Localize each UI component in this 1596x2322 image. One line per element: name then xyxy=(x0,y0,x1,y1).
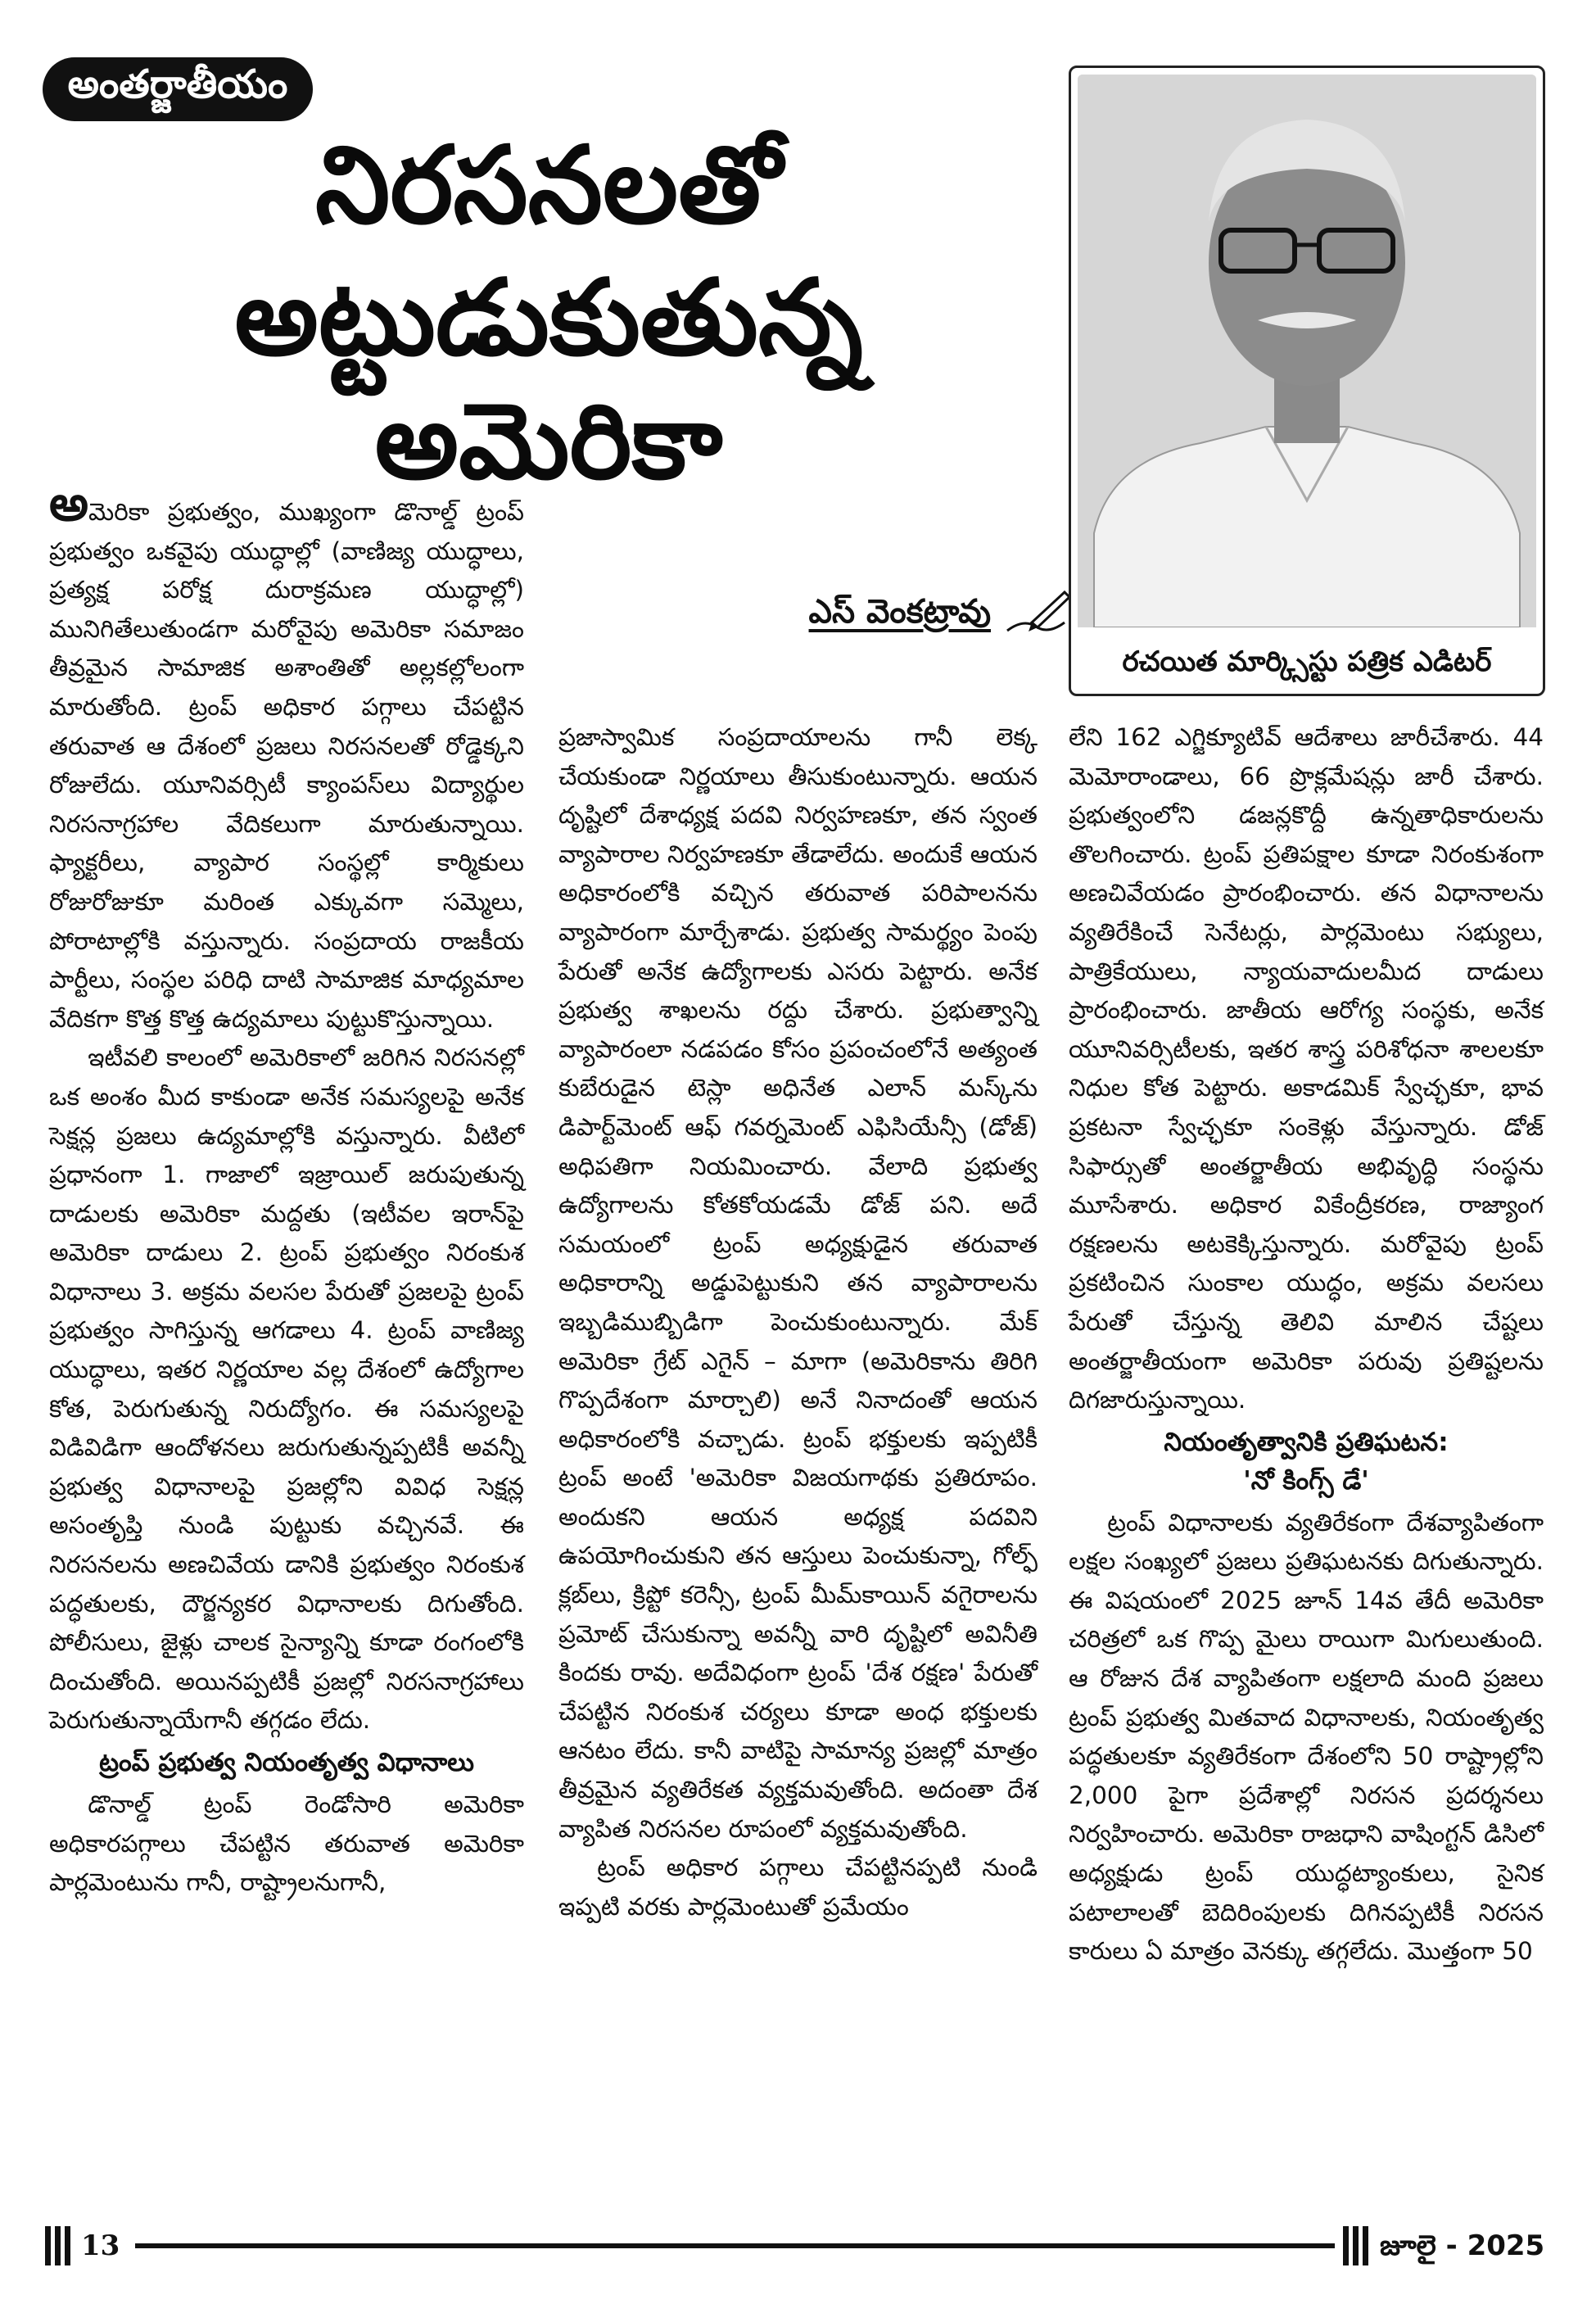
author-photo-box xyxy=(1069,66,1545,696)
headline-line-2: అట్టుడుకుతున్న అమెరికా xyxy=(234,257,863,504)
author-photo xyxy=(1078,75,1536,627)
subheading: ట్రంప్ ప్రభుత్వ నియంతృత్వ విధానాలు xyxy=(99,1748,474,1777)
paragraph: ట్రంప్ విధానాలకు వ్యతిరేకంగా దేశవ్యాపితంగా లక్షల సంఖ్యలో ప్రజలు ప్రతిఘటనకు దిగుతున్నారు. ఈ విషయంలో 2025 జూన్ 14వ తేదీ అమెరికా చరిత్రలో ఒక గొప్ప మైలు రాయిగా మిగులుతుంది. ఆ రోజున దేశ వ్యాపితంగా లక్షలాది మంది ప్రజలు ట్రంప్ ప్రభుత్వ మితవాద విధానాలకు, నియంతృత్వ పద్ధతులకూ వ్యతిరేకంగా దేశంలోని 50 రాష్ట్రాల్లోని 2,000 పైగా ప్రదేశాల్లో నిరసన ప్రదర్శనలు నిర్వహించారు. అమెరికా రాజధాని వాషింగ్టన్ డిసిలో అధ్యక్షుడు ట్రంప్ యుద్ధట్యాంకులు, సైనిక పటాలాలతో బెదిరింపులకు దిగినప్పటికీ నిరసన కారులు ఏ మాత్రం వెనక్కు తగ్గలేదు. మొత్తంగా 50 xyxy=(1069,1508,1544,1966)
paragraph: లేని 162 ఎగ్జిక్యూటివ్ ఆదేశాలు జారీచేశారు. 44 మెమోరాండాలు, 66 ప్రొక్లమేషన్లు జారీ చేశారు. ప్రభుత్వంలోని డజన్లకొద్దీ ఉన్నతాధికారులను తొలగించారు. ట్రంప్ ప్రతిపక్షాల కూడా నిరంకుశంగా అణచివేయడం ప్రారంభించారు. తన విధానాలను వ్యతిరేకించే సెనేటర్లు, పార్లమెంటు సభ్యులు, పాత్రికేయులు, న్యాయవాదులమీద దాడులు ప్రారంభించారు. జాతీయ ఆరోగ్య సంస్థకు, అనేక యూనివర్సిటీలకు, ఇతర శాస్త్ర పరిశోధనా శాలలకూ నిధుల కోత పెట్టారు. అకాడమిక్ స్వేచ్ఛకూ, భావ ప్రకటనా స్వేచ్ఛకూ సంకెళ్లు వేస్తున్నారు. డోజ్ సిఫార్సుతో అంతర్జాతీయ అభివృద్ధి సంస్థను మూసేశారు. అధికార వికేంద్రీకరణ, రాజ్యాంగ రక్షణలను అటకెక్కిస్తున్నారు. మరోవైపు ట్రంప్ ప్రకటించిన సుంకాల యుద్ధం, అక్రమ వలసలు పేరుతో చేస్తున్న తెలివి మాలిన చేష్టలు అంతర్జాతీయంగా అమెరికా పరువు ప్రతిష్టలను దిగజారుస్తున్నాయి. xyxy=(1069,723,1544,1414)
page-footer xyxy=(45,2221,1552,2270)
drop-cap: అ xyxy=(49,475,88,532)
paragraph: ఇటీవలి కాలంలో అమెరికాలో జరిగిన నిరసనల్లో ఒక అంశం మీద కాకుండా అనేక సమస్యలపై అనేక సెక్షన్ల ప్రజలు ఉద్యమాల్లోకి వస్తున్నారు. వీటిలో ప్రధానంగా 1. గాజాలో ఇజ్రాయిల్ జరుపుతున్న దాడులకు అమెరికా మద్దతు (ఇటీవల ఇరాన్‌పై అమెరికా దాడులు 2. ట్రంప్ ప్రభుత్వం నిరంకుశ విధానాలు 3. అక్రమ వలసల పేరుతో ప్రజలపై ట్రంప్ ప్రభుత్వం సాగిస్తున్న ఆగడాలు 4. ట్రంప్ వాణిజ్య యుద్ధాలు, ఇతర నిర్ణయాల వల్ల దేశంలో ఉద్యోగాల కోత, పెరుగుతున్న నిరుద్యోగం. ఈ సమస్యలపై విడివిడిగా ఆందోళనలు జరుగుతున్నప్పటికీ అవన్నీ ప్రభుత్వ విధానాలపై ప్రజల్లోని వివిధ సెక్షన్ల అసంతృప్తి నుండి పుట్టుకు వచ్చినవే. ఈ నిరసనలను అణచివేయ డానికి ప్రభుత్వం నిరంకుశ పద్ధతులకు, దౌర్జన్యకర విధానాలకు దిగుతోంది. పోలీసులు, జైళ్లు చాలక సైన్యాన్ని కూడా రంగంలోకి దించుతోంది. అయినప్పటికీ ప్రజల్లో నిరసనాగ్రహాలు పెరుగుతున్నాయేగానీ తగ్గడం లేదు. xyxy=(49,1043,524,1735)
paragraph: ప్రజాస్వామిక సంప్రదాయాలను గానీ లెక్క చేయకుండా నిర్ణయాలు తీసుకుంటున్నారు. ఆయన దృష్టిలో దేశాధ్యక్ష పదవి నిర్వహణకూ, తన స్వంత వ్యాపారాల నిర్వహణకూ తేడాలేదు. అందుకే ఆయన అధికారంలోకి వచ్చిన తరువాత పరిపాలనను వ్యాపారంగా మార్చేశాడు. ప్రభుత్వ సామర్థ్యం పెంపు పేరుతో అనేక ఉద్యోగాలకు ఎసరు పెట్టారు. అనేక ప్రభుత్వ శాఖలను రద్దు చేశారు. ప్రభుత్వాన్ని వ్యాపారంలా నడపడం కోసం ప్రపంచంలోనే అత్యంత కుబేరుడైన టెస్లా అధినేత ఎలాన్ మస్క్‌ను డిపార్ట్‌మెంట్ ఆఫ్ గవర్నమెంట్ ఎఫిసియేన్సీ (డోజ్) అధిపతిగా నియమించారు. వేలాది ప్రభుత్వ ఉద్యోగాలను కోతకోయడమే డోజ్ పని. అదే సమయంలో ట్రంప్ అధ్యక్షుడైన తరువాత అధికారాన్ని అడ్డుపెట్టుకుని తన వ్యాపారాలను ఇబ్బడిముబ్బిడిగా పెంచుకుంటున్నారు. మేక్ అమెరికా గ్రేట్ ఎగైన్ – మాగా (అమెరికాను తిరిగి గొప్పదేశంగా మార్చాలి) అనే నినాదంతో ఆయన అధికారంలోకి వచ్చాడు. ట్రంప్ భక్తులకు ఇప్పటికీ ట్రంప్ అంటే 'అమెరికా విజయగాథకు ప్రతిరూపం. అందుకని ఆయన అధ్యక్ష పదవిని ఉపయోగించుకుని తన ఆస్తులు పెంచుకున్నా, గోల్ఫ్ క్లబ్‌లు, క్రిప్టో కరెన్సీ, ట్రంప్ మీమ్‌కాయిన్ వగైరాలను ప్రమోట్ చేసుకున్నా అవన్నీ వారి దృష్టిలో అవినీతి కిందకు రావు. అదేవిధంగా ట్రంప్ 'దేశ రక్షణ' పేరుతో చేపట్టిన నిరంకుశ చర్యలు కూడా అంధ భక్తులకు ఆనటం లేదు. కానీ వాటిపై సామాన్య ప్రజల్లో మాత్రం తీవ్రమైన వ్యతిరేకత వ్యక్తమవుతోంది. అదంతా దేశ వ్యాపిత నిరసనల రూపంలో వ్యక్తమవుతోంది. xyxy=(558,723,1038,1843)
page-number: 13 xyxy=(81,2229,120,2262)
pen-writing-icon xyxy=(999,586,1073,646)
footer-bars-icon xyxy=(1343,2226,1369,2265)
column-2 xyxy=(558,718,1038,1926)
column-1 xyxy=(49,475,524,1903)
byline xyxy=(712,583,1073,649)
issue-date: జూలై - 2025 xyxy=(1380,2229,1545,2262)
headline-line-1: నిరసనలతో xyxy=(315,123,782,247)
subheading: నియంతృత్వానికి ప్రతిఘటన: 'నో కింగ్స్ డే' xyxy=(1164,1427,1449,1496)
headline xyxy=(49,123,1048,504)
paragraph: అమెరికా ప్రభుత్వం, ముఖ్యంగా డొనాల్డ్ ట్రంప్ ప్రభుత్వం ఒకవైపు యుద్ధాల్లో (వాణిజ్య యుద్ధాలు, ప్రత్యక్ష పరోక్ష దురాక్రమణ యుద్ధాల్లో) మునిగితేలుతుండగా మరోవైపు అమెరికా సమాజం తీవ్రమైన సామాజిక అశాంతితో అల్లకల్లోలంగా మారుతోంది. ట్రంప్ అధికార పగ్గాలు చేపట్టిన తరువాత ఆ దేశంలో ప్రజలు నిరసనలతో రోడ్డెక్కని రోజులేదు. యూనివర్సిటీ క్యాంపస్‌లు విద్యార్థుల నిరసనాగ్రహాల వేదికలుగా మారుతున్నాయి. ఫ్యాక్టరీలు, వ్యాపార సంస్థల్లో కార్మికులు రోజురోజుకూ మరింత ఎక్కువగా సమ్మెలు, పోరాటాల్లోకి వస్తున్నారు. సంప్రదాయ రాజకీయ పార్టీలు, సంస్థల పరిధి దాటి సామాజిక మాధ్యమాల వేదికగా కొత్త కొత్త ఉద్యమాలు పుట్టుకొస్తున్నాయి. xyxy=(49,475,524,1033)
paragraph: ట్రంప్ అధికార పగ్గాలు చేపట్టినప్పటి నుండి ఇప్పటి వరకు పార్లమెంటుతో ప్రమేయం xyxy=(558,1854,1038,1921)
paragraph: డొనాల్డ్ ట్రంప్ రెండోసారి అమెరికా అధికారపగ్గాలు చేపట్టిన తరువాత అమెరికా పార్లమెంటును గానీ, రాష్ట్రాలనుగానీ, xyxy=(49,1790,524,1897)
author-name: ఎస్ వెంకట్రావు xyxy=(808,593,991,631)
photo-caption: రచయిత మార్క్సిస్టు పత్రిక ఎడిటర్ xyxy=(1122,645,1492,678)
section-tag: అంతర్జాతీయం xyxy=(43,57,313,121)
column-3 xyxy=(1069,718,1544,1971)
footer-bars-icon xyxy=(45,2226,71,2265)
footer-rule xyxy=(135,2243,1335,2248)
